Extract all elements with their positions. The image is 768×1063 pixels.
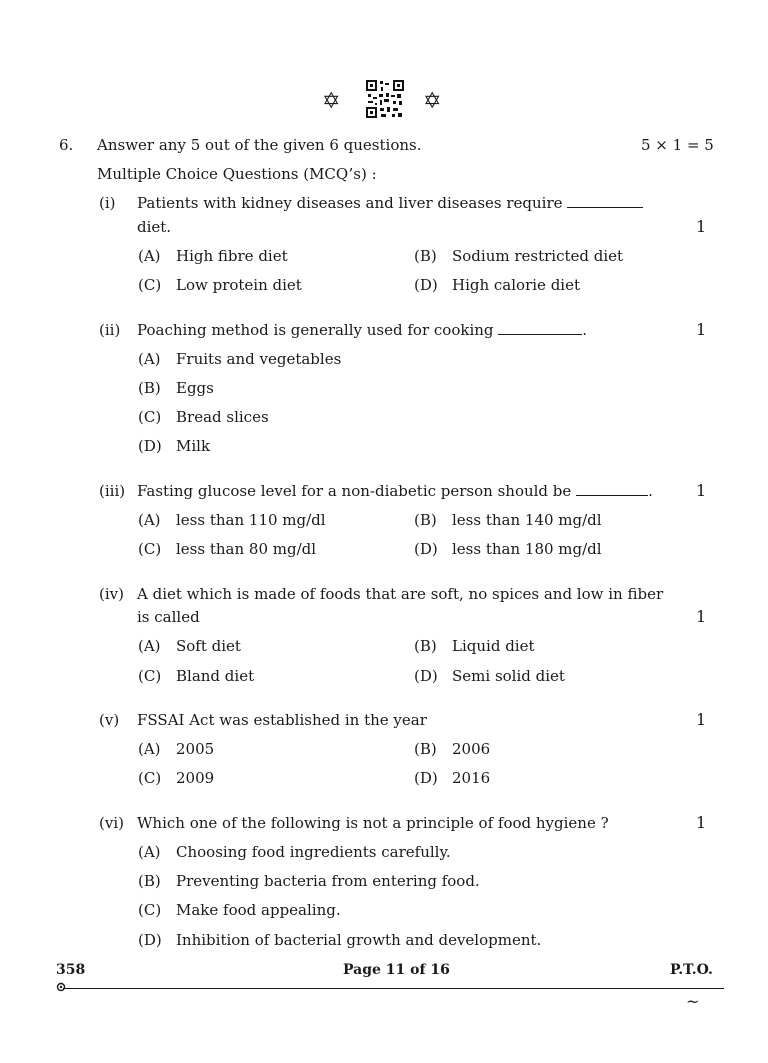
option-text: High calorie diet [452, 276, 580, 294]
option-text: 2016 [452, 769, 491, 787]
item-text: A diet which is made of foods that are soft, no spices and low in fiber [137, 585, 664, 603]
question-instruction: Answer any 5 out of the given 6 questions. [97, 136, 422, 154]
option-letter: (B) [414, 511, 437, 529]
option-text: 2006 [452, 740, 491, 758]
option-text: Preventing bacteria from entering food. [176, 872, 480, 890]
option-text: 2009 [176, 769, 215, 787]
option-letter: (A) [138, 637, 161, 655]
please-turn-over: P.T.O. [670, 962, 713, 978]
option-text: Liquid diet [452, 637, 535, 655]
item-text-continued: is called [137, 608, 200, 626]
item-label: (i) [99, 194, 116, 212]
option-letter: (A) [138, 843, 161, 861]
answer-blank [576, 483, 648, 496]
star-of-david-left-icon: ✡ [322, 89, 341, 114]
option-text: Semi solid diet [452, 667, 565, 685]
tilde-mark: ~ [686, 992, 700, 1011]
option-text: Low protein diet [176, 276, 302, 294]
option-letter: (D) [414, 667, 438, 685]
item-text: Patients with kidney diseases and liver diseases require [137, 194, 643, 212]
item-marks: 1 [696, 320, 707, 339]
item-text: Fasting glucose level for a non-diabetic person should be . [137, 482, 653, 500]
option-letter: (B) [414, 247, 437, 265]
option-text: less than 80 mg/dl [176, 540, 317, 558]
item-marks: 1 [696, 481, 707, 500]
option-letter: (C) [138, 408, 162, 426]
item-label: (iv) [99, 585, 124, 603]
option-text: 2005 [176, 740, 215, 758]
star-of-david-right-icon: ✡ [423, 89, 442, 114]
option-text: Sodium restricted diet [452, 247, 624, 265]
item-label: (iii) [99, 482, 126, 500]
item-label: (ii) [99, 321, 121, 339]
option-letter: (A) [138, 740, 161, 758]
footer-divider [63, 988, 724, 989]
option-letter: (D) [414, 540, 438, 558]
option-letter: (C) [138, 276, 162, 294]
option-letter: (A) [138, 511, 161, 529]
option-letter: (A) [138, 247, 161, 265]
option-text: Make food appealing. [176, 901, 341, 919]
answer-blank [567, 195, 643, 208]
question-marks-total: 5 × 1 = 5 [641, 136, 714, 154]
option-letter: (B) [138, 872, 161, 890]
option-text: Eggs [176, 379, 214, 397]
item-label: (v) [99, 711, 120, 729]
option-letter: (C) [138, 667, 162, 685]
question-number: 6. [59, 136, 74, 154]
option-text: Fruits and vegetables [176, 350, 342, 368]
option-letter: (C) [138, 540, 162, 558]
item-text-continued: diet. [137, 218, 172, 236]
option-letter: (C) [138, 901, 162, 919]
option-letter: (D) [138, 931, 162, 949]
option-text: Bread slices [176, 408, 269, 426]
item-marks: 1 [696, 813, 707, 832]
option-text: less than 140 mg/dl [452, 511, 602, 529]
paper-code: 358 [56, 962, 86, 978]
option-letter: (D) [138, 437, 162, 455]
item-marks: 1 [696, 217, 707, 236]
item-text: FSSAI Act was established in the year [137, 711, 427, 729]
option-text: Choosing food ingredients carefully. [176, 843, 451, 861]
option-letter: (C) [138, 769, 162, 787]
item-text: Which one of the following is not a principle of food hygiene ? [137, 814, 609, 832]
item-marks: 1 [696, 710, 707, 729]
item-marks: 1 [696, 607, 707, 626]
option-letter: (A) [138, 350, 161, 368]
option-letter: (B) [138, 379, 161, 397]
option-text: Inhibition of bacterial growth and development. [176, 931, 542, 949]
option-letter: (B) [414, 740, 437, 758]
option-text: Milk [176, 437, 211, 455]
item-text: Poaching method is generally used for cooking . [137, 321, 588, 339]
option-text: High fibre diet [176, 247, 288, 265]
ornament-icon [55, 982, 67, 992]
option-text: Bland diet [176, 667, 255, 685]
option-letter: (B) [414, 637, 437, 655]
answer-blank [498, 322, 582, 335]
option-text: less than 180 mg/dl [452, 540, 602, 558]
option-text: Soft diet [176, 637, 241, 655]
question-subheading: Multiple Choice Questions (MCQ’s) : [97, 165, 377, 183]
item-label: (vi) [99, 814, 124, 832]
qr-code-icon [366, 80, 404, 118]
option-letter: (D) [414, 276, 438, 294]
option-text: less than 110 mg/dl [176, 511, 326, 529]
option-letter: (D) [414, 769, 438, 787]
page-number: Page 11 of 16 [343, 962, 450, 978]
